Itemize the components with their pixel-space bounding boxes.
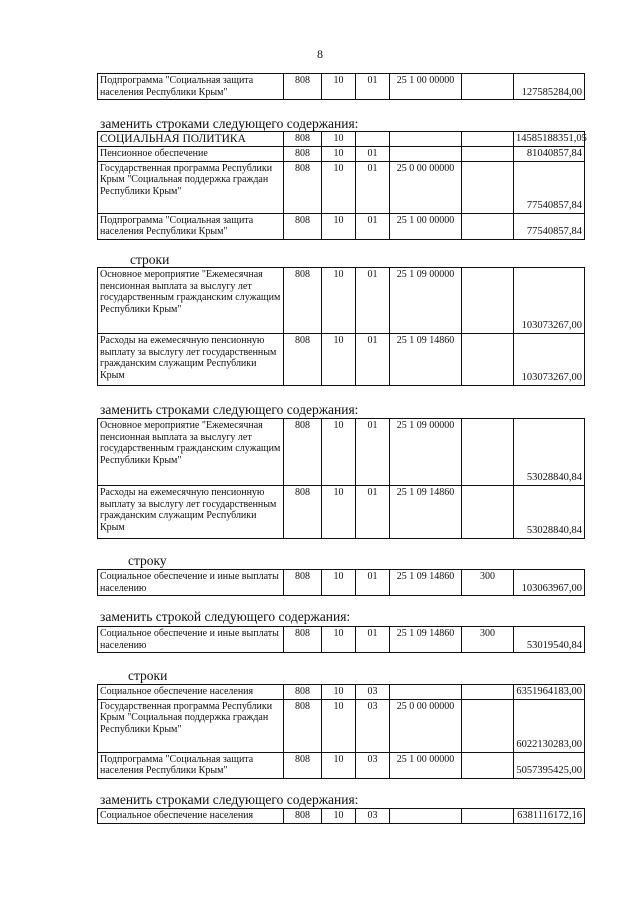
row-name: Государственная программа Республики Крым "Социальная поддержка граждан Республики Крым" <box>98 699 284 752</box>
code-section: 10 <box>322 685 356 700</box>
code-target: 25 1 09 14860 <box>390 334 462 386</box>
code-target <box>390 147 462 162</box>
code-expense-type <box>462 685 514 700</box>
row-sum: 5057395425,00 <box>514 752 585 778</box>
code-section: 10 <box>322 486 356 539</box>
row-name: Пенсионное обеспечение <box>98 147 284 162</box>
code-section: 10 <box>322 132 356 147</box>
row-name: Расходы на ежемесячную пенсионную выплату за выслугу лет государственным гражданским служащим Республики Крым <box>98 334 284 386</box>
row-sum: 81040857,84 <box>514 147 585 162</box>
row-sum: 77540857,84 <box>514 161 585 213</box>
row-sum: 6351964183,00 <box>514 685 585 700</box>
code-target: 25 1 09 14860 <box>390 627 462 653</box>
row-name: Основное мероприятие "Ежемесячная пенсионная выплата за выслугу лет государственным гражданским служащим Республики Крым" <box>98 419 284 486</box>
table-row <box>98 419 585 486</box>
heading-replace-line: заменить строкой следующего содержания: <box>100 609 351 624</box>
code-section: 10 <box>322 213 356 239</box>
budget-table-pension-original <box>97 267 585 386</box>
heading-lines: строки <box>128 668 168 683</box>
row-sum: 53019540,84 <box>514 627 585 653</box>
row-sum: 53028840,84 <box>514 486 585 539</box>
heading-replace-lines: заменить строками следующего содержания: <box>100 792 359 807</box>
code-subsection: 03 <box>356 752 390 778</box>
table-row <box>98 268 585 334</box>
code-expense-type <box>462 419 514 486</box>
code-subsection: 01 <box>356 570 390 596</box>
code-expense-type <box>462 752 514 778</box>
code-expense-type <box>462 74 514 100</box>
row-sum: 53028840,84 <box>514 419 585 486</box>
table-row <box>98 161 585 213</box>
code-ministry: 808 <box>284 809 322 824</box>
code-subsection: 03 <box>356 699 390 752</box>
table-row <box>98 685 585 700</box>
code-section: 10 <box>322 627 356 653</box>
code-expense-type <box>462 147 514 162</box>
code-expense-type <box>462 486 514 539</box>
row-name: Подпрограмма "Социальная защита населения Республики Крым" <box>98 213 284 239</box>
code-target: 25 1 00 00000 <box>390 752 462 778</box>
code-ministry: 808 <box>284 752 322 778</box>
code-section: 10 <box>322 419 356 486</box>
code-expense-type <box>462 699 514 752</box>
table-row <box>98 334 585 386</box>
row-name: Социальное обеспечение и иные выплаты населению <box>98 570 284 596</box>
table-row <box>98 486 585 539</box>
code-expense-type <box>462 268 514 334</box>
row-sum: 103073267,00 <box>514 334 585 386</box>
table-row <box>98 627 585 653</box>
code-subsection: 01 <box>356 74 390 100</box>
code-subsection: 01 <box>356 213 390 239</box>
code-expense-type: 300 <box>462 627 514 653</box>
row-name: Социальное обеспечение и иные выплаты населению <box>98 627 284 653</box>
code-ministry: 808 <box>284 699 322 752</box>
code-subsection: 01 <box>356 627 390 653</box>
budget-table-social-payments-replacement <box>97 626 585 653</box>
code-ministry: 808 <box>284 147 322 162</box>
code-subsection: 01 <box>356 268 390 334</box>
code-target: 25 1 09 14860 <box>390 486 462 539</box>
code-expense-type <box>462 334 514 386</box>
budget-table-original-subprogram <box>97 73 585 100</box>
table-row <box>98 132 585 147</box>
code-expense-type <box>462 161 514 213</box>
code-subsection <box>356 132 390 147</box>
page-number: 8 <box>317 47 323 61</box>
row-sum: 6022130283,00 <box>514 699 585 752</box>
code-ministry: 808 <box>284 268 322 334</box>
code-target: 25 1 09 00000 <box>390 268 462 334</box>
row-name: Основное мероприятие "Ежемесячная пенсионная выплата за выслугу лет государственным гражданским служащим Республики Крым" <box>98 268 284 334</box>
heading-replace-lines: заменить строками следующего содержания: <box>100 402 359 417</box>
code-subsection: 01 <box>356 334 390 386</box>
code-ministry: 808 <box>284 685 322 700</box>
row-name: Расходы на ежемесячную пенсионную выплату за выслугу лет государственным гражданским служащим Республики Крым <box>98 486 284 539</box>
code-section: 10 <box>322 147 356 162</box>
budget-table-social-payments-original <box>97 569 585 596</box>
row-sum: 6381116172,16 <box>514 809 585 824</box>
budget-table-pension-replacement <box>97 418 585 539</box>
code-target <box>390 809 462 824</box>
code-section: 10 <box>322 161 356 213</box>
row-sum: 77540857,84 <box>514 213 585 239</box>
table-row <box>98 752 585 778</box>
code-section: 10 <box>322 809 356 824</box>
budget-table-social-policy <box>97 131 585 240</box>
code-target: 25 1 09 00000 <box>390 419 462 486</box>
table-row <box>98 570 585 596</box>
code-section: 10 <box>322 74 356 100</box>
code-target: 25 1 00 00000 <box>390 74 462 100</box>
code-section: 10 <box>322 752 356 778</box>
code-ministry: 808 <box>284 486 322 539</box>
row-name: Подпрограмма "Социальная защита населения Республики Крым" <box>98 752 284 778</box>
code-target <box>390 685 462 700</box>
heading-line: строку <box>128 553 167 568</box>
code-target <box>390 132 462 147</box>
code-expense-type: 300 <box>462 570 514 596</box>
code-subsection: 01 <box>356 419 390 486</box>
table-row <box>98 213 585 239</box>
code-ministry: 808 <box>284 570 322 596</box>
code-target: 25 1 09 14860 <box>390 570 462 596</box>
table-row <box>98 147 585 162</box>
code-ministry: 808 <box>284 74 322 100</box>
code-ministry: 808 <box>284 132 322 147</box>
row-sum: 103063967,00 <box>514 570 585 596</box>
code-ministry: 808 <box>284 213 322 239</box>
code-ministry: 808 <box>284 419 322 486</box>
code-section: 10 <box>322 334 356 386</box>
budget-table-social-security-original <box>97 684 585 779</box>
row-sum: 103073267,00 <box>514 268 585 334</box>
code-expense-type <box>462 809 514 824</box>
code-subsection: 03 <box>356 685 390 700</box>
table-row <box>98 809 585 824</box>
code-ministry: 808 <box>284 161 322 213</box>
code-target: 25 0 00 00000 <box>390 161 462 213</box>
row-name: СОЦИАЛЬНАЯ ПОЛИТИКА <box>98 132 284 147</box>
code-target: 25 0 00 00000 <box>390 699 462 752</box>
code-ministry: 808 <box>284 334 322 386</box>
code-expense-type <box>462 213 514 239</box>
row-sum: 14585188351,05 <box>514 132 585 147</box>
code-subsection: 03 <box>356 809 390 824</box>
row-name: Социальное обеспечение населения <box>98 809 284 824</box>
code-expense-type <box>462 132 514 147</box>
code-subsection: 01 <box>356 486 390 539</box>
row-sum: 127585284,00 <box>514 74 585 100</box>
heading-replace-lines: заменить строками следующего содержания: <box>100 116 359 131</box>
code-ministry: 808 <box>284 627 322 653</box>
code-section: 10 <box>322 570 356 596</box>
code-subsection: 01 <box>356 147 390 162</box>
heading-lines: строки <box>130 252 170 267</box>
row-name: Подпрограмма "Социальная защита населения Республики Крым" <box>98 74 284 100</box>
code-section: 10 <box>322 268 356 334</box>
table-row <box>98 699 585 752</box>
table-row <box>98 74 585 100</box>
row-name: Социальное обеспечение населения <box>98 685 284 700</box>
code-target: 25 1 00 00000 <box>390 213 462 239</box>
code-subsection: 01 <box>356 161 390 213</box>
row-name: Государственная программа Республики Крым "Социальная поддержка граждан Республики Крым" <box>98 161 284 213</box>
budget-table-social-security-replacement <box>97 808 585 824</box>
code-section: 10 <box>322 699 356 752</box>
